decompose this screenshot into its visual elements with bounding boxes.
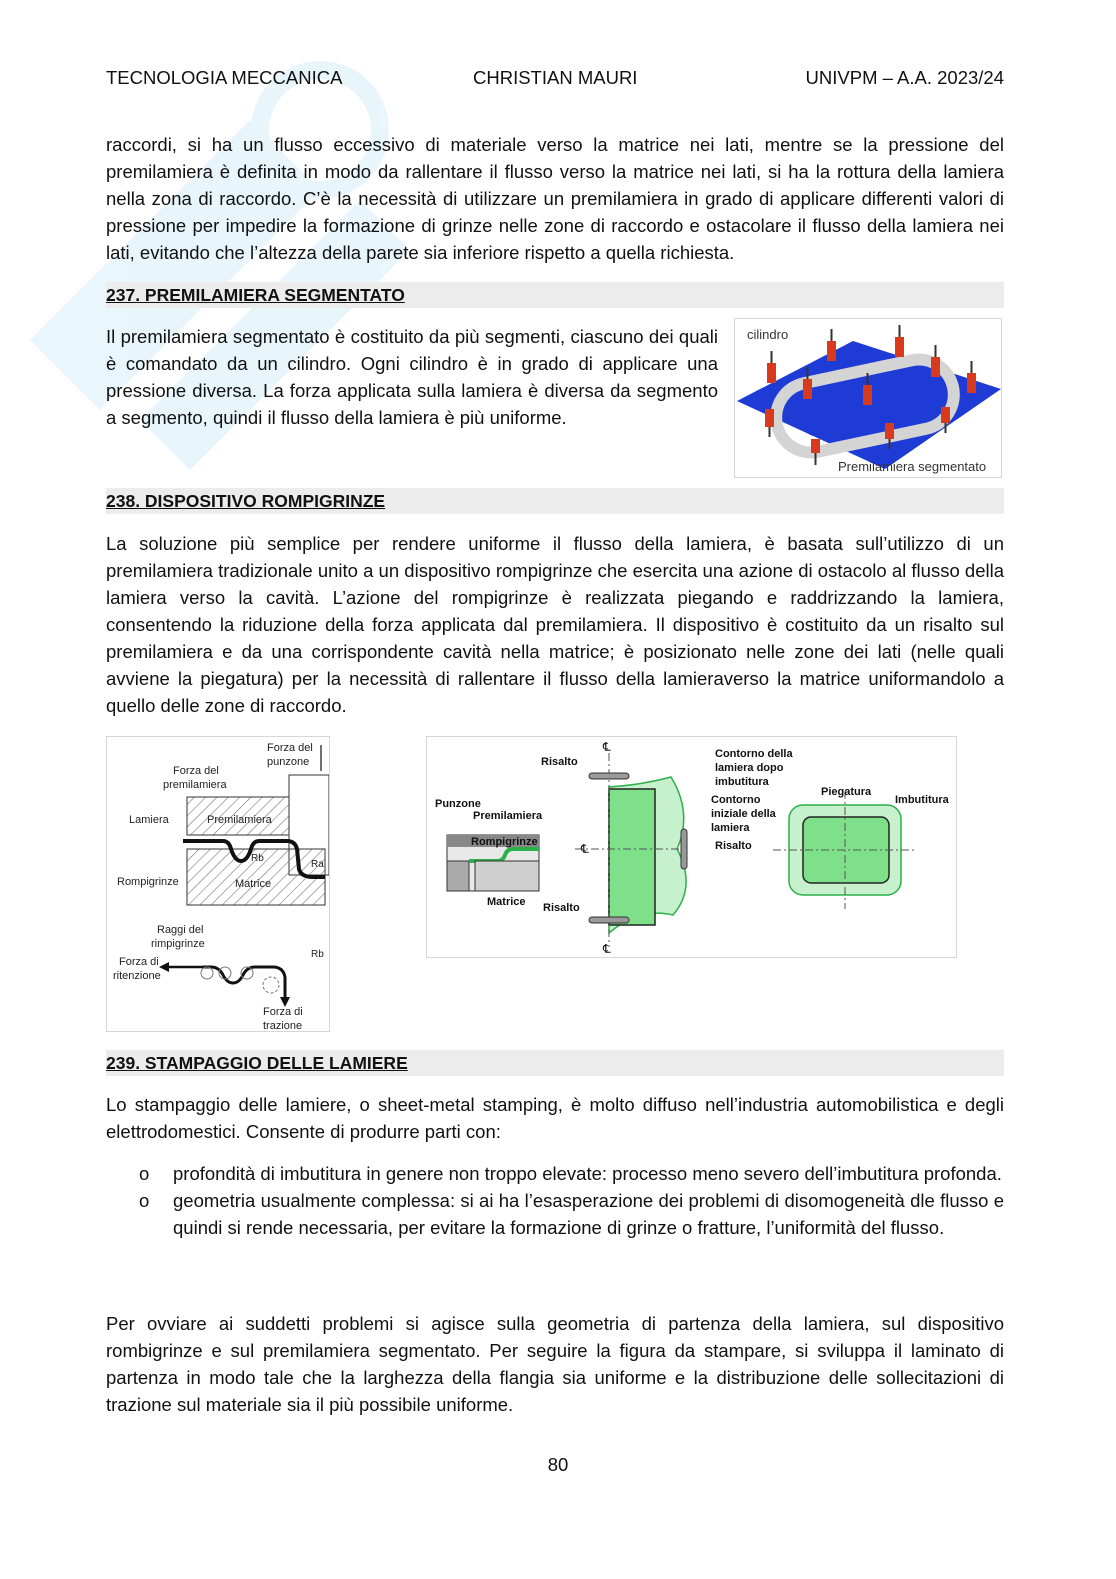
label-punch-force-2: punzone (267, 756, 310, 768)
section-239-paragraph-1: Lo stampaggio delle lamiere, o sheet-metal stamping, è molto diffuso nell’industria automobilistica e degli elettrodomestici. Consente di produrre parti con: (106, 1094, 1004, 1142)
figure-drawbead-plan (426, 736, 957, 958)
section-238-title-text: 238. DISPOSITIVO ROMPIGRINZE (106, 491, 386, 511)
label-initial-contour-2: iniziale della (711, 808, 776, 820)
label-bh-force-1: Forza del (173, 765, 219, 777)
label-rb-2: Rb (311, 949, 324, 960)
label-initial-contour-1: Contorno (711, 794, 761, 806)
page-header (106, 67, 1004, 91)
section-239-bullet-list (106, 1160, 1004, 1241)
label-bend: Piegatura (821, 786, 872, 798)
label-drawbead-right: Rompigrinze (471, 836, 538, 848)
label-bh-force-2: premilamiera (163, 779, 227, 791)
section-239-title (106, 1050, 1004, 1076)
sheet-initial-contour (609, 789, 655, 925)
section-237-title (106, 282, 1004, 308)
label-radii-1: Raggi del (157, 924, 204, 936)
label-die: Matrice (235, 878, 272, 890)
bead-radii-profile (203, 967, 285, 999)
page-number: 80 (547, 1454, 569, 1475)
centerline-mark-2: ℄ (603, 942, 611, 956)
label-sheet: Lamiera (129, 814, 169, 826)
label-ra: Ra (311, 859, 324, 870)
label-initial-contour-3: lamiera (711, 822, 750, 834)
header-course: TECNOLOGIA MECCANICA (106, 67, 343, 88)
intro-paragraph: raccordi, si ha un flusso eccessivo di materiale verso la matrice nei lati, mentre se la pressione del premilamiera è definita in modo da rallentare il flusso verso la matrice nei lati, si ha la rottura della lamiera nella zona di raccordo. C’è la necessità di utilizzare un premilamiera in grado di applicare differenti valori di pressione per impedire la formazione di grinze nelle zone di raccordo e ostacolare il flusso della lamiera nei lati, evitando che l’altezza della parete sia inferiore rispetto a quella richiesta. (106, 134, 1004, 263)
label-contour-after-1: Contorno della (715, 748, 793, 760)
section-238-title (106, 488, 1004, 514)
label-retention-2: ritenzione (113, 970, 161, 982)
label-retention-1: Forza di (119, 956, 159, 968)
list-item (106, 1187, 1004, 1241)
label-cylinder: cilindro (747, 327, 789, 342)
label-blankholder: Premilamiera (207, 814, 272, 826)
section-239-title-text: 239. STAMPAGGIO DELLE LAMIERE (106, 1053, 408, 1073)
figure-segmented-blankholder (734, 318, 1002, 478)
label-traction-2: trazione (263, 1020, 303, 1032)
label-bead-top: Risalto (541, 756, 578, 768)
header-university: UNIVPM – A.A. 2023/24 (805, 67, 1004, 88)
watermark-logo (20, 40, 440, 500)
centerline-mark-1: ℄ (581, 842, 589, 856)
section-237-title-text: 237. PREMILAMIERA SEGMENTATO (106, 285, 405, 305)
label-contour-after-3: imbutitura (715, 776, 769, 788)
bullet-text: geometria usualmente complessa: si ai ha l’esasperazione dei problemi di disomogeneità dle flusso e quindi si rende necessaria, per evitare la formazione di grinze o fratture, l’uniformità del flusso. (173, 1190, 1004, 1238)
centerline-mark-3: ℄ (603, 740, 611, 754)
figure-drawbead-section (106, 736, 330, 1032)
header-author: CHRISTIAN MAURI (473, 67, 638, 88)
list-item (106, 1160, 1004, 1187)
label-drawing: Imbutitura (895, 794, 949, 806)
bullet-mark: o (139, 1190, 150, 1211)
label-contour-after-2: lamiera dopo (715, 762, 784, 774)
label-die-right: Matrice (487, 896, 526, 908)
label-rb: Rb (251, 853, 264, 864)
label-blankholder-right: Premilamiera (473, 810, 543, 822)
section-237-paragraph: Il premilamiera segmentato è costituito da più segmenti, ciascuno dei quali è comandato da un cilindro. Ogni cilindro è in grado di applicare una pressione diversa. La forza applicata sulla lamiera è diversa da segmento a segmento, quindi il flusso della lamiera è più uniforme. (106, 326, 718, 428)
label-bead-middle: Risalto (715, 840, 752, 852)
section-239-paragraph-2: Per ovviare ai suddetti problemi si agisce sulla geometria di partenza della lamiera, sul dispositivo rombigrinze e sul premilamiera segmentato. Per seguire la figura da stampare, si sviluppa il laminato di partenza in modo tale che la larghezza della flangia sia uniforme e la distribuzione delle sollecitazioni di trazione sul materiale sia il più possibile uniforme. (106, 1313, 1004, 1415)
bullet-text: profondità di imbutitura in genere non troppo elevate: processo meno severo dell’imbutitura profonda. (173, 1163, 1002, 1184)
section-238-paragraph: La soluzione più semplice per rendere uniforme il flusso della lamiera, è basata sull’utilizzo di un premilamiera tradizionale unito a un dispositivo rompigrinze che esercita una azione di ostacolo al flusso della lamiera verso la cavità. L’azione del rompigrinze è realizzata piegando e raddrizzando la lamiera, consentendo la riduzione della forza applicata dal premilamiera. Il dispositivo è costituito da un risalto sul premilamiera e da una corrispondente cavità nella matrice; è posizionato nelle zone dei lati (nelle quali avviene la piegatura) per la necessità di rallentare il flusso della lamieraverso la matrice uniformandolo a quello delle zone di raccordo. (106, 533, 1004, 716)
label-radii-2: rimpigrinze (151, 938, 205, 950)
label-traction-1: Forza di (263, 1006, 303, 1018)
label-punch: Punzone (435, 798, 481, 810)
bullet-mark: o (139, 1163, 150, 1184)
label-drawbead: Rompigrinze (117, 876, 179, 888)
label-segmented: Premilamiera segmentato (838, 459, 987, 474)
label-punch-force-1: Forza del (267, 742, 313, 754)
label-bead-bottom: Risalto (543, 902, 580, 914)
